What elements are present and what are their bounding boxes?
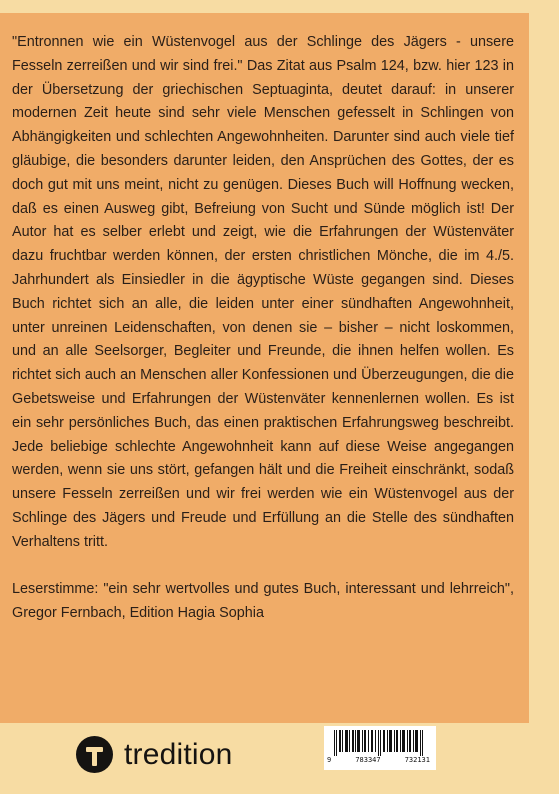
back-cover-blurb <box>12 31 514 626</box>
back-cover-panel <box>0 13 529 723</box>
publisher-logo <box>76 736 233 773</box>
barcode-digit-group-right: 732131 <box>404 756 430 764</box>
tredition-logo-icon <box>76 736 113 773</box>
publisher-name: tredition <box>124 737 233 771</box>
reader-review-paragraph: Leserstimme: "ein sehr wertvolles und gutes Buch, interessant und lehrreich", Gregor Fernbach, Edition Hagia Sophia <box>12 581 514 622</box>
blurb-paragraph: "Entronnen wie ein Wüstenvogel aus der Schlinge des Jägers - unsere Fesseln zerreißen und wir sind frei." Das Zitat aus Psalm 124, bzw. hier 123 in der Übersetzung der griechischen Septuaginta, deutet darauf: in unserer modernen Zeit heute sind sehr viele Menschen gefesselt in Schlingen von Abhängigkeiten und schlechten Angewohnheiten. Darunter sind auch viele tief gläubige, die besonders darunter leiden, den Ansprüchen des Gottes, der es doch gut mit uns meint, nicht zu genügen. Dieses Buch will Hoffnung wecken, daß es einen Ausweg gibt, Befreiung von Sucht und Sünde möglich ist! Der Autor hat es selber erlebt und zeigt, wie die Erfahrungen der Wüstenväter dazu fruchtbar werden können, der ersten christlichen Mönche, die im 4./5. Jahrhundert als Einsiedler in die ägyptische Wüste gegangen sind. Dieses Buch richtet sich an alle, die leiden unter einer sündhaften Angewohnheit, unter unreinen Leidenschaften, von denen sie – bisher – nicht loskommen, und an alle Seelsorger, Begleiter und Freunde, die ihnen helfen wollen. Es richtet sich auch an Menschen aller Konfessionen und Überzeugungen, die die Gebetsweise und Erfahrungen der Wüstenväter kennenlernen wollen. Es ist ein sehr persönliches Buch, das einen praktischen Erfahrungsweg beschreibt. Jede beliebige schlechte Angewohnheit kann auf diese Weise angegangen werden, wenn sie uns stört, gefangen hält und die Freiheit einschränkt, sodaß unsere Fesseln zerreißen und wir frei werden wie ein Wüstenvogel aus der Schlinge des Jägers und Freude und Erfüllung an die Stelle des sündhaften Verhaltens tritt. <box>12 34 514 550</box>
barcode-digit-group-left: 783347 <box>355 756 381 764</box>
isbn-barcode <box>324 726 436 770</box>
barcode-digit-prefix: 9 <box>327 756 332 764</box>
barcode-digits <box>324 756 436 764</box>
barcode-bars-icon <box>334 730 426 756</box>
